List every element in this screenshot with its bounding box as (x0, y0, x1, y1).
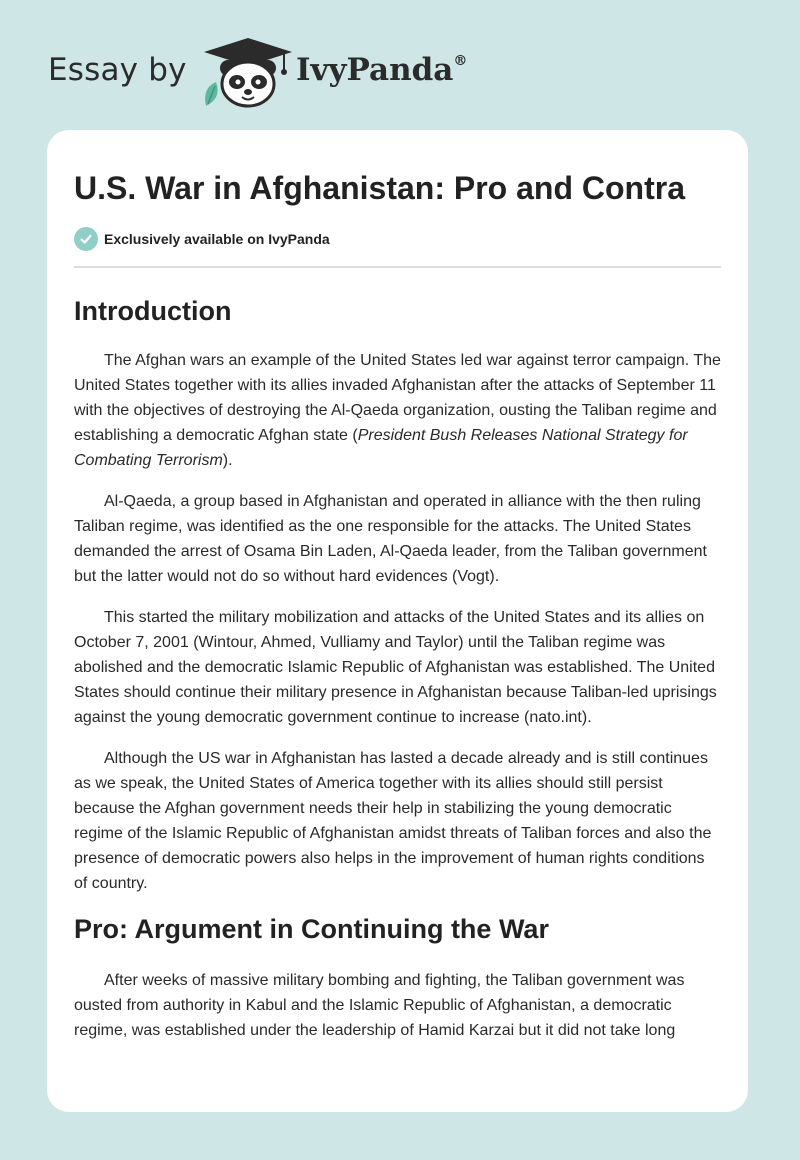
section-heading: Introduction (74, 296, 232, 326)
brand-ivypanda[interactable] (296, 52, 467, 88)
essay-card (47, 130, 748, 1112)
section-pro-argument (74, 912, 721, 1043)
section-heading: Pro: Argument in Continuing the War (74, 914, 549, 944)
brand-name[interactable]: IvyPanda (296, 52, 454, 88)
brand-essay-by: Essay by (48, 52, 187, 88)
section-introduction (74, 294, 721, 896)
paragraph: Although the US war in Afghanistan has lasted a decade already and is still continues as we speak, the United States of America together with its allies should still persist because the Afghan government needs their help in stabilizing the young democratic regime of the Islamic Republic of Afghanistan amidst threats of Taliban forces and also the presence of democratic powers also helps in the improvement of human rights conditions of country. (74, 750, 712, 892)
registered-mark: ® (453, 52, 468, 69)
exclusive-badge (74, 226, 721, 252)
paragraph: This started the military mobilization and attacks of the United States and its allies on October 7, 2001 (Wintour, Ahmed, Vulliamy and Taylor) until the Taliban regime was abolished and the democratic Islamic Republic of Afghanistan was established. The United States should continue their military presence in Afghanistan because Taliban-led uprisings against the young democratic government continue to increase (nato.int). (74, 609, 717, 726)
site-header (0, 0, 800, 130)
paragraph: Al-Qaeda, a group based in Afghanistan and operated in alliance with the then ruling Taliban regime, was identified as the one responsible for the attacks. The United States demanded the arrest of Osama Bin Laden, Al-Qaeda leader, from the Taliban government but the latter would not do so without hard evidences (Vogt). (74, 493, 707, 585)
divider (74, 266, 721, 268)
paragraph-text: ). (222, 452, 233, 469)
exclusive-label: Exclusively available on IvyPanda (104, 231, 330, 247)
paragraph: After weeks of massive military bombing and fighting, the Taliban government was ousted from authority in Kabul and the Islamic Republic of Afghanistan, a democratic regime, was established under the leadership of Hamid Karzai but it did not take long (74, 972, 685, 1039)
citation-title: President Bush Releases National Strategy for Combating Terrorism (74, 427, 688, 469)
essay-title: U.S. War in Afghanistan: Pro and Contra (74, 170, 685, 206)
panda-graduate-icon[interactable] (200, 36, 296, 110)
paragraph (74, 348, 721, 473)
paragraph-text: The Afghan wars an example of the United States led war against terror campaign. The United States together with its allies invaded Afghanistan after the attacks of September 11 with the objectives of destroying the Al-Qaeda organization, ousting the Taliban regime and establishing a democratic Afghan state ( (74, 352, 721, 444)
check-icon (74, 227, 98, 251)
